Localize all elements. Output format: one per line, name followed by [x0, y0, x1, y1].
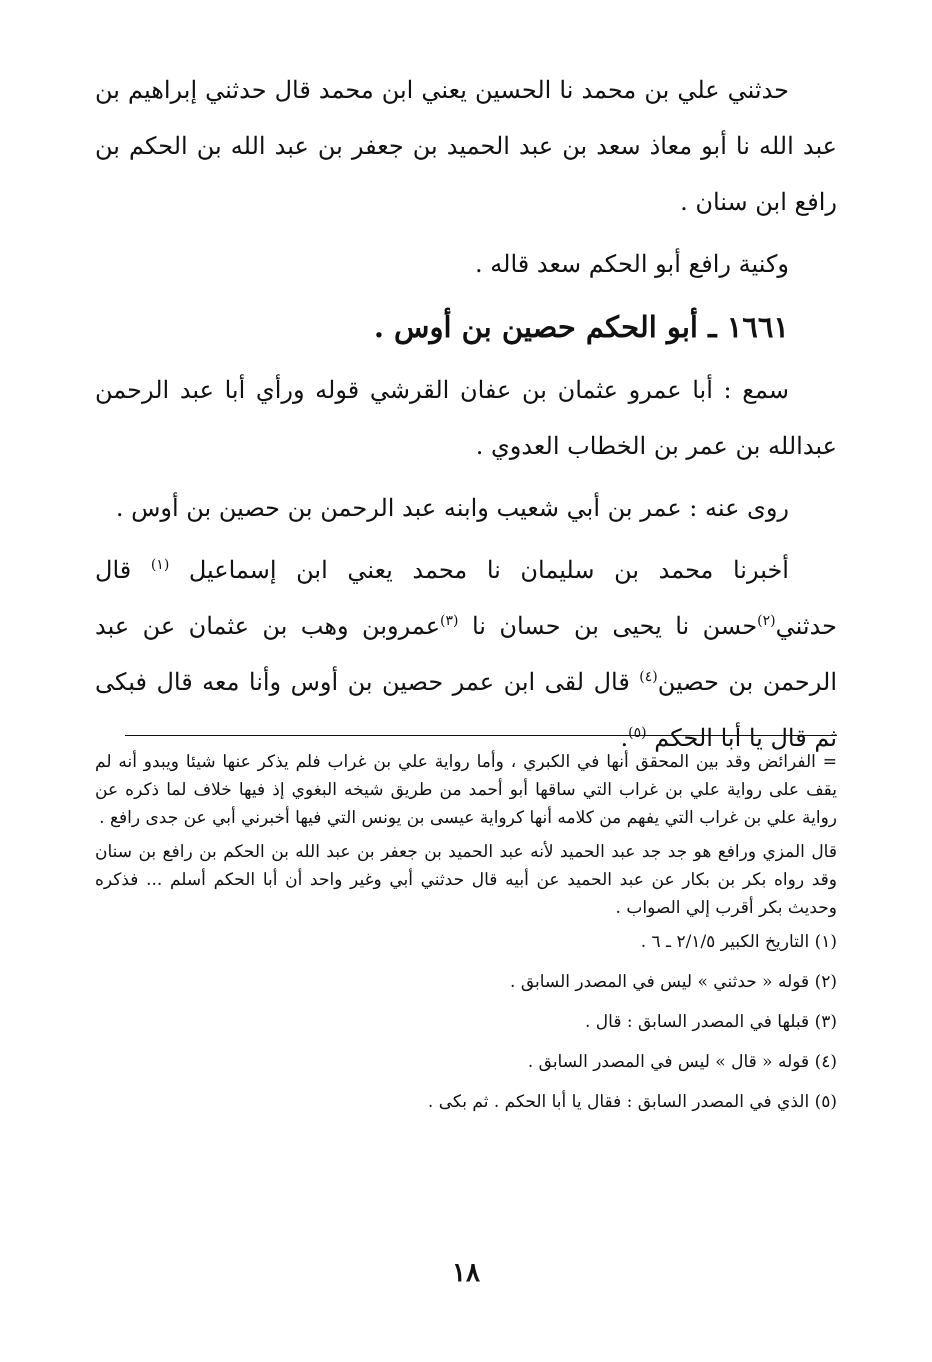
hadith-text: .: [620, 724, 629, 752]
hadith-text: قال لقى ابن عمر حصين بن أوس وأنا معه قال فبكى ثم قال يا أبا الحكم: [95, 668, 837, 752]
footnote-ref-4[interactable]: (٤): [639, 669, 658, 685]
footnote-1: (١) التاريخ الكبير ٢/١/٥ ـ ٦ .: [640, 932, 837, 952]
footnote-5: (٥) الذي في المصدر السابق : فقال يا أبا الحكم . ثم بكى .: [427, 1092, 837, 1112]
page-number: ١٨: [452, 1258, 480, 1288]
footnotes: [95, 748, 837, 1128]
footnote-continuation: = الفرائض وقد بين المحقق أنها في الكبري ، وأما رواية علي بن غراب فلم يذكر عنها شيئا ويبدو أنه لم يقف على رواية علي بن غراب التي ساقها أبو أحمد من طريق شيخه البغوي إذ فيها خلاف لما ذكره عن رواية علي بن غراب التي يفهم من كلامه أنها كرواية عيسى بن يونس التي فيها أخبرني أبي عن جدى رافع .: [95, 752, 837, 828]
paragraph-kunya: وكنية رافع أبو الحكم سعد قاله .: [475, 250, 789, 278]
footnote-3: (٣) قبلها في المصدر السابق : قال .: [585, 1012, 837, 1032]
footnote-continuation: قال المزي ورافع هو جد جد عبد الحميد لأنه عبد الحميد بن جعفر بن عبد الله بن الحكم بن رافع بن سنان وقد رواه بكر بن بكار عن عبد الحميد عن أبيه قال حدثني أبي وغير واحد أن أبا الحكم أسلم ... فذكره وحديث بكر أقرب إلي الصواب .: [95, 842, 837, 918]
footnote-4: (٤) قوله « قال » ليس في المصدر السابق .: [527, 1052, 837, 1072]
hadith-text: أخبرنا محمد بن سليمان نا محمد يعني ابن إسماعيل: [188, 556, 789, 584]
footnote-ref-2[interactable]: (٢): [757, 613, 776, 629]
footnote-ref-5[interactable]: (٥): [628, 725, 647, 741]
paragraph-narrators: روى عنه : عمر بن أبي شعيب وابنه عبد الرحمن بن حصين بن أوس .: [115, 494, 789, 522]
paragraph-heard: سمع : أبا عمرو عثمان بن عفان القرشي قوله ورأي أبا عبد الرحمن عبدالله بن عمر بن الخطاب العدوي .: [95, 376, 837, 460]
footnote-2: (٢) قوله « حدثني » ليس في المصدر السابق .: [510, 972, 837, 992]
footnote-ref-3[interactable]: (٣): [440, 613, 459, 629]
entry-heading: ١٦٦١ ـ أبو الحكم حصين بن أوس .: [373, 310, 789, 344]
hadith-text: حسن نا يحيى بن حسان نا: [471, 612, 758, 640]
paragraph-isnad: حدثني علي بن محمد نا الحسين يعني ابن محمد قال حدثني إبراهيم بن عبد الله نا أبو معاذ سعد بن عبد الحميد بن جعفر بن عبد الله بن الحكم بن رافع ابن سنان .: [95, 76, 837, 216]
hadith-text: قال حدثني: [95, 556, 837, 640]
footnote-ref-1[interactable]: (١): [150, 557, 170, 573]
main-text: [95, 62, 837, 772]
footnote-separator: [125, 735, 837, 736]
paragraph-hadith: [95, 542, 837, 766]
hadith-text: عمروبن وهب بن عثمان عن عبد الرحمن بن حصين: [95, 612, 837, 696]
